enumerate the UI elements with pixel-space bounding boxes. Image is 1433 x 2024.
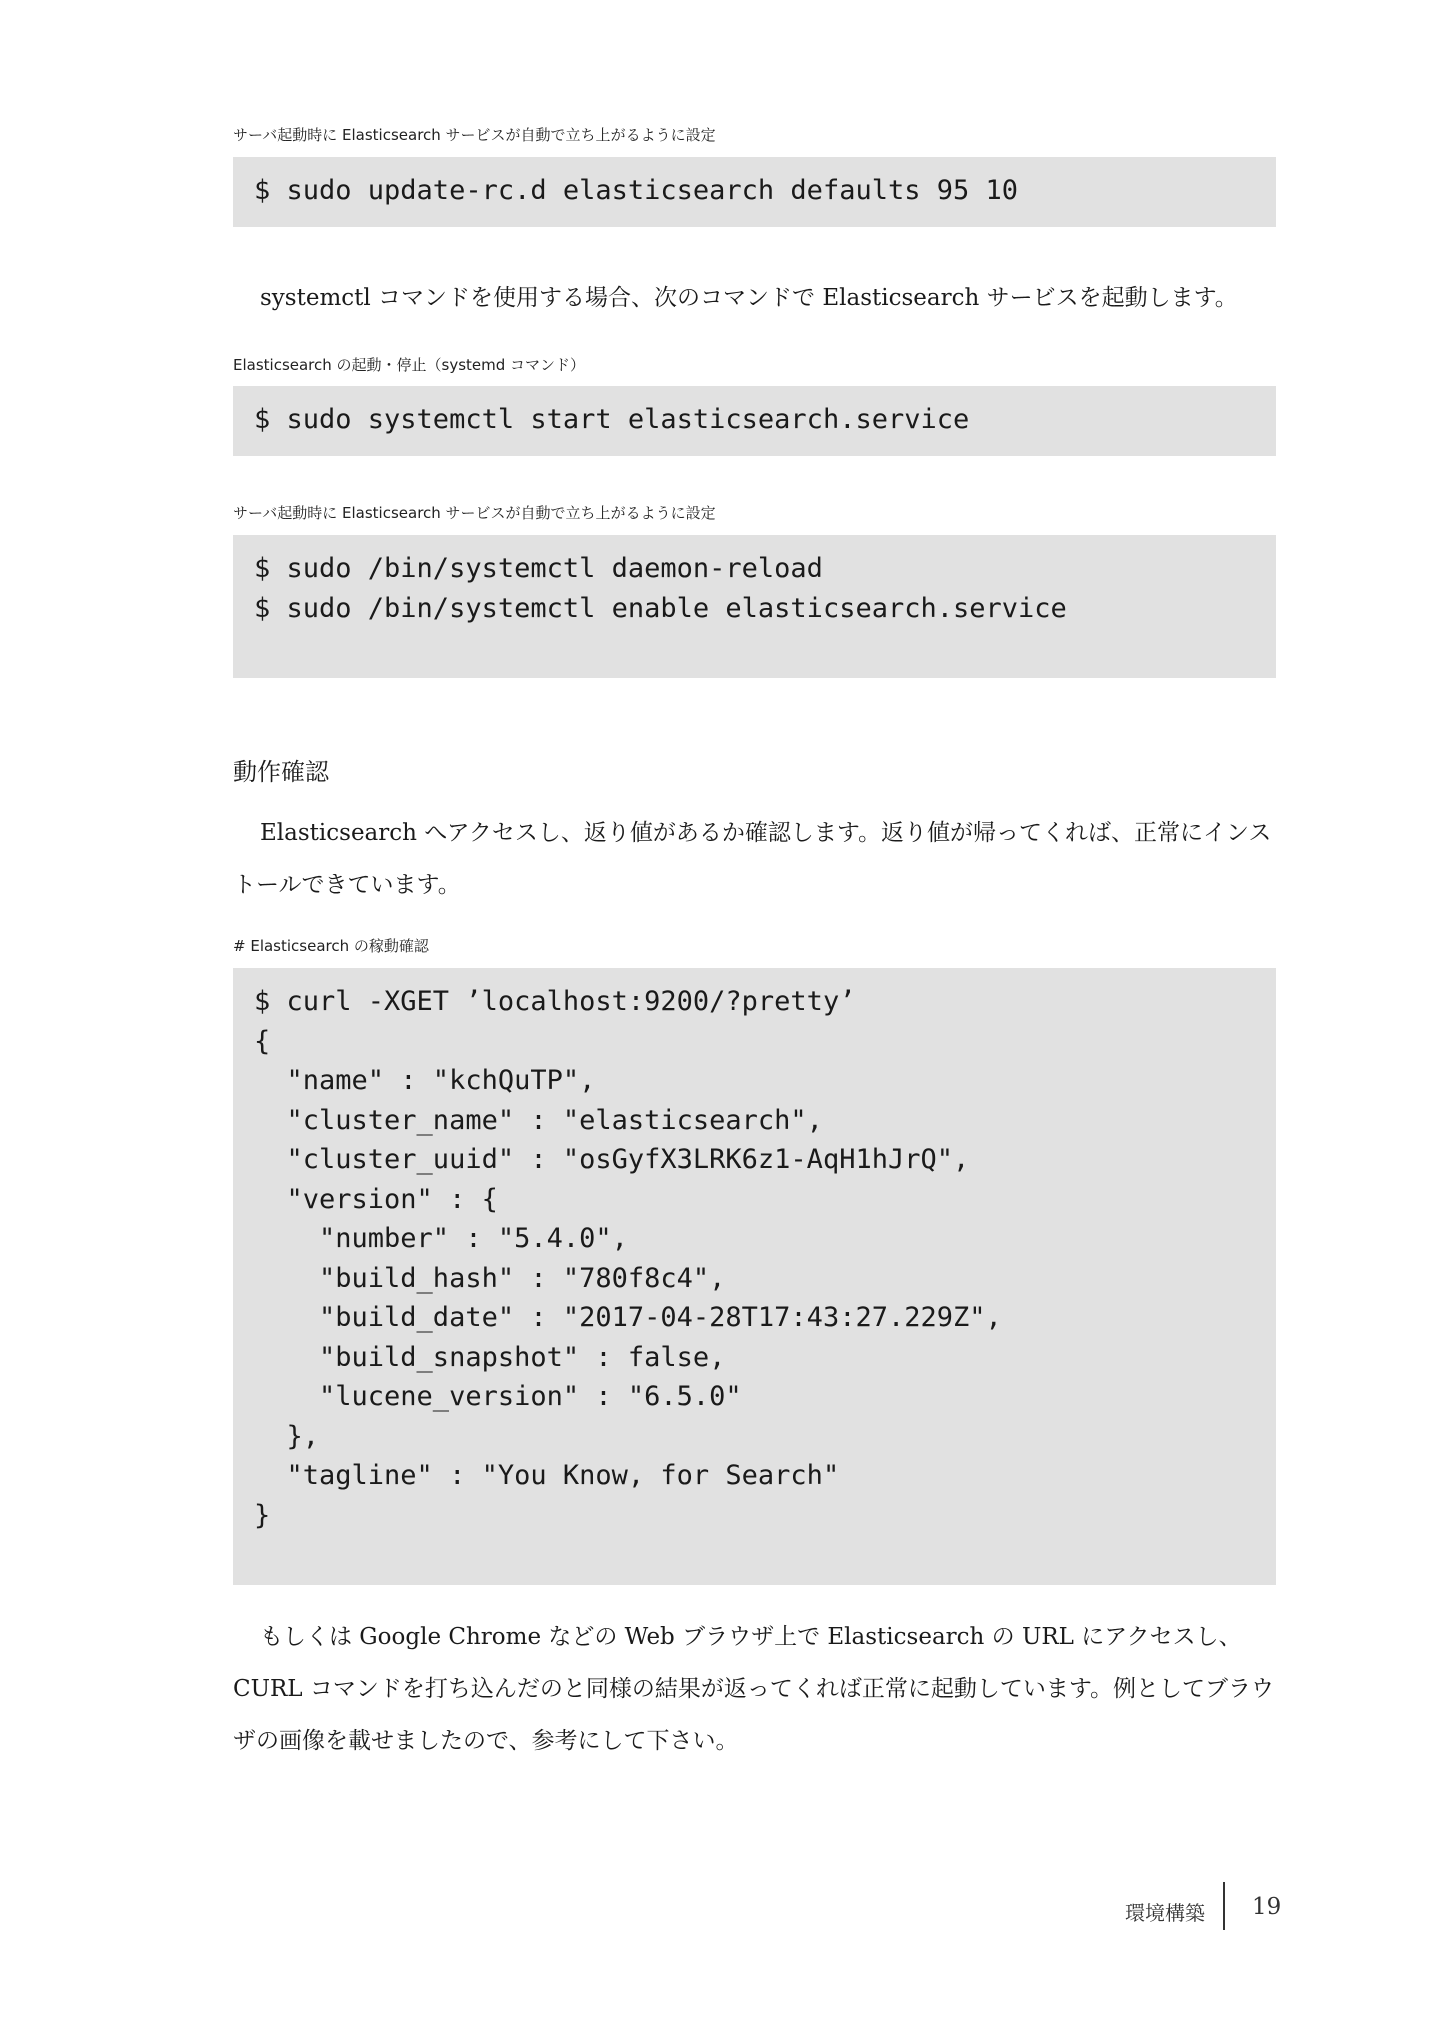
code-line: $ curl -XGET ’localhost:9200/?pretty’ <box>254 986 856 1017</box>
code-line: "version" : { <box>254 1183 498 1215</box>
code-block-update-rc <box>233 157 1276 227</box>
code-caption-health-check: # Elasticsearch の稼動確認 <box>233 937 429 955</box>
page-number: 19 <box>1252 1894 1282 1920</box>
code-line: "cluster_name" : "elasticsearch", <box>254 1104 823 1136</box>
code-line: "build_hash" : "780f8c4", <box>254 1262 726 1294</box>
code-line: "number" : "5.4.0", <box>254 1223 628 1254</box>
paragraph-systemctl-intro: systemctl コマンドを使用する場合、次のコマンドで Elasticsearch サービスを起動します。 <box>260 285 1238 311</box>
footer-section-title: 環境構築 <box>1125 1901 1205 1925</box>
code-block-systemctl-start <box>233 386 1276 456</box>
code-block-curl-response <box>233 968 1276 1585</box>
code-caption-start-stop: Elasticsearch の起動・停止（systemd コマンド） <box>233 356 586 374</box>
code-line: "build_snapshot" : false, <box>254 1341 726 1373</box>
section-heading: 動作確認 <box>233 758 329 786</box>
code-caption-autostart-systemctl: サーバ起動時に Elasticsearch サービスが自動で立ち上がるように設定 <box>233 504 716 522</box>
code-line: "tagline" : "You Know, for Search" <box>254 1460 840 1491</box>
code-line: "cluster_uuid" : "osGyfX3LRK6z1-AqH1hJrQ", <box>254 1144 970 1175</box>
paragraph-browser-check: もしくは Google Chrome などの Web ブラウザ上で Elasticsearch の URL にアクセスし、CURL コマンドを打ち込んだのと同様の結果が返ってくれば正常に起動しています。例としてブラウザの画像を載せましたので、参考にして下さい。 <box>233 1624 1275 1754</box>
code-line: { <box>254 1025 271 1057</box>
footer-divider <box>1223 1882 1225 1930</box>
code-line: $ sudo systemctl start elasticsearch.service <box>254 404 970 435</box>
code-caption-autostart: サーバ起動時に Elasticsearch サービスが自動で立ち上がるように設定 <box>233 126 716 144</box>
code-line: $ sudo /bin/systemctl enable elasticsearch.service <box>254 592 1067 624</box>
code-line: $ sudo update-rc.d elasticsearch defaults 95 10 <box>254 175 1019 206</box>
code-line: "build_date" : "2017-04-28T17:43:27.229Z", <box>254 1302 1002 1333</box>
code-line: } <box>254 1499 271 1531</box>
paragraph-access-check: Elasticsearch へアクセスし、返り値があるか確認します。返り値が帰ってくれば、正常にインストールできています。 <box>233 820 1272 898</box>
code-line: "name" : "kchQuTP", <box>254 1065 596 1096</box>
code-line: "lucene_version" : "6.5.0" <box>254 1381 742 1412</box>
code-line: $ sudo /bin/systemctl daemon-reload <box>254 553 823 584</box>
code-block-systemctl-enable <box>233 535 1276 678</box>
code-line: }, <box>254 1420 320 1452</box>
